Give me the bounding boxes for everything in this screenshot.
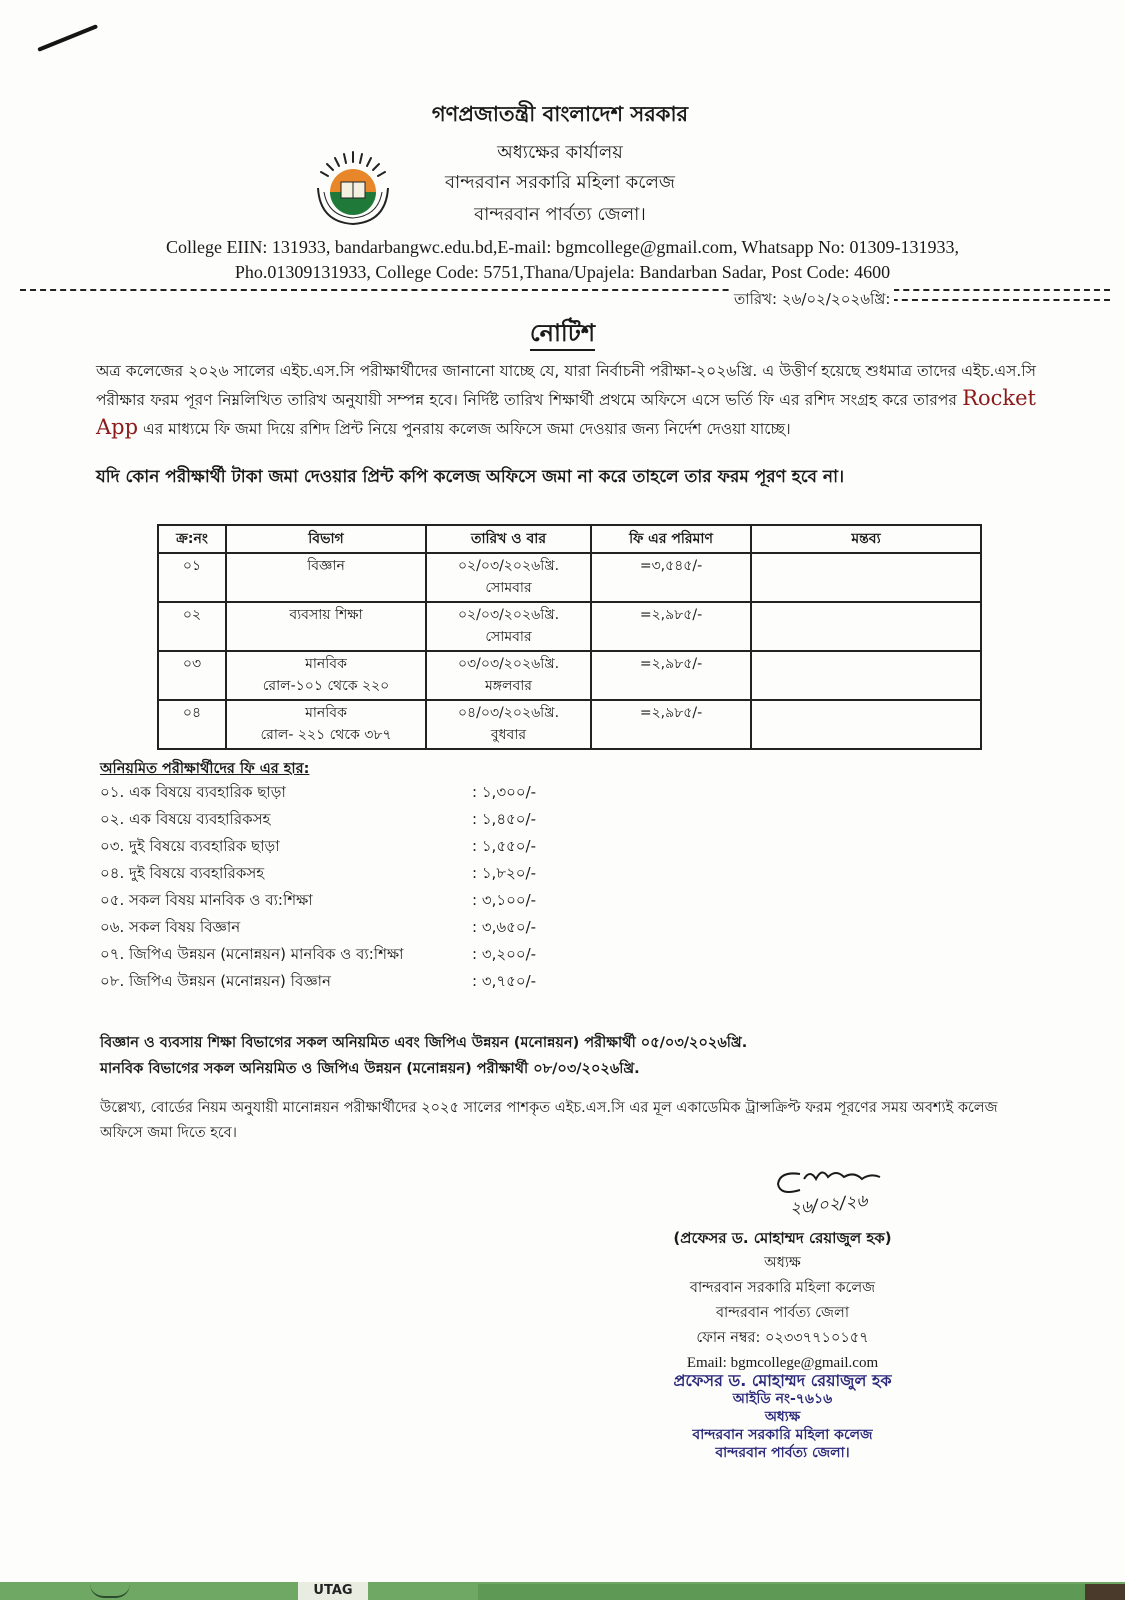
fee-value: : ৩,৬৫০/- — [472, 918, 537, 936]
background-surface — [1085, 1584, 1125, 1600]
department-cell — [226, 651, 426, 700]
remark-cell — [751, 602, 981, 651]
fee-value: : ৩,১০০/- — [472, 891, 537, 909]
fee-value: : ১,৫৫০/- — [472, 837, 537, 855]
college-emblem-icon — [308, 148, 398, 228]
fee-label: ০৭. জিপিএ উন্নয়ন (মনোন্নয়ন) মানবিক ও ব্য:শিক্ষা — [100, 945, 404, 963]
date-value: ০৪/০৩/২০২৬খ্রি. — [457, 705, 560, 721]
seal-name: প্রফেসর ড. মোহাম্মদ রেয়াজুল হক — [673, 1371, 892, 1390]
list-item — [100, 861, 560, 888]
serial-cell: ০১ — [158, 553, 226, 602]
signatory-designation: অধ্যক্ষ — [764, 1255, 801, 1271]
col-header-department: বিভাগ — [226, 525, 426, 553]
fee-value: : ৩,২০০/- — [472, 945, 537, 963]
schedule-line-humanities: মানবিক বিভাগের সকল অনিয়মিত ও জিপিএ উন্নয়ন (মনোন্নয়ন) পরীক্ষার্থী ০৮/০৩/২০২৬খ্রি. — [100, 1061, 640, 1077]
government-title: গণপ্রজাতন্ত্রী বাংলাদেশ সরকার — [431, 102, 689, 126]
department-cell — [226, 700, 426, 749]
department-name: বিজ্ঞান — [307, 558, 345, 574]
list-item — [100, 780, 560, 807]
official-seal — [640, 1372, 925, 1462]
signature-date: ২৬/০২/২৬ — [788, 1190, 869, 1219]
signatory-name: (প্রফেসর ড. মোহাম্মদ রেয়াজুল হক) — [673, 1229, 892, 1247]
notice-title — [0, 315, 1125, 355]
fee-value: : ১,৮২০/- — [472, 864, 537, 882]
department-name: মানবিক — [305, 656, 347, 672]
schedule-notes — [100, 1030, 1040, 1082]
seal-id: আইডি নং-৭৬১৬ — [732, 1391, 833, 1407]
fee-label: ০২. এক বিষয়ে ব্যবহারিকসহ — [100, 810, 271, 828]
fee-label: ০৩. দুই বিষয়ে ব্যবহারিক ছাড়া — [100, 837, 280, 855]
fee-label: ০৪. দুই বিষয়ে ব্যবহারিকসহ — [100, 864, 265, 882]
list-item — [100, 834, 560, 861]
contact-line-1: College EIIN: 131933, bandarbangwc.edu.bd,E-mail: bgmcollege@gmail.com, Whatsapp No: 01309-131933, — [165, 237, 960, 257]
date-value: ০২/০৩/২০২৬খ্রি. — [457, 607, 560, 623]
col-header-fee: ফি এর পরিমাণ — [591, 525, 751, 553]
office-title: অধ্যক্ষের কার্যালয় — [497, 142, 623, 163]
table-header-row — [158, 525, 981, 553]
signatory-phone: ফোন নম্বর: ০২৩৩৭৭১০১৫৭ — [696, 1330, 869, 1346]
fee-value: : ১,৪৫০/- — [472, 810, 537, 828]
rocket-app-text: Rocket App — [96, 386, 1036, 439]
signatory-block — [640, 1226, 925, 1376]
signatory-email: Email: bgmcollege@gmail.com — [686, 1355, 879, 1371]
background-surface — [478, 1584, 1125, 1600]
fee-label: ০৮. জিপিএ উন্নয়ন (মনোন্নয়ন) বিজ্ঞান — [100, 972, 331, 990]
fee-cell: =৩,৫৪৫/- — [591, 553, 751, 602]
seal-designation: অধ্যক্ষ — [764, 1409, 801, 1425]
fee-value: : ১,৩০০/- — [472, 783, 537, 801]
remark-cell — [751, 651, 981, 700]
fee-cell: =২,৯৮৫/- — [591, 651, 751, 700]
transcript-note: উল্লেখ্য, বোর্ডের নিয়ম অনুযায়ী মানোন্নয়ন পরীক্ষার্থীদের ২০২৫ সালের পাশকৃত এইচ.এস.সি এর মূল একাডেমিক ট্রান্সক্রিপ্ট ফরম পূরণের সময় অবশ্যই কলেজ অফিসে জমা দিতে হবে। — [100, 1100, 998, 1141]
table-row — [158, 700, 981, 749]
paragraph-part-2: এর মাধ্যমে ফি জমা দিয়ে রশিদ প্রিন্ট নিয়ে পুনরায় কলেজ অফিসে জমা দেওয়ার জন্য নির্দেশ দেওয়া যাচ্ছে। — [138, 420, 791, 438]
signatory-district: বান্দরবান পার্বত্য জেলা — [715, 1305, 850, 1321]
irregular-fees-title: অনিয়মিত পরীক্ষার্থীদের ফি এর হার: — [100, 761, 310, 777]
warning-text: যদি কোন পরীক্ষার্থী টাকা জমা দেওয়ার প্রিন্ট কপি কলেজ অফিসে জমা না করে তাহলে তার ফরম পূরণ হবে না। — [96, 467, 845, 487]
date-cell — [426, 602, 591, 651]
divider — [20, 289, 1110, 291]
day-value: মঙ্গলবার — [484, 678, 533, 694]
notice-paragraph — [96, 358, 1036, 443]
department-sub: রোল- ২২১ থেকে ৩৮৭ — [260, 727, 392, 743]
date-cell — [426, 700, 591, 749]
department-cell — [226, 602, 426, 651]
district-name: বান্দরবান পার্বত্য জেলা। — [474, 204, 646, 225]
fee-label: ০১. এক বিষয়ে ব্যবহারিক ছাড়া — [100, 783, 286, 801]
table-row — [158, 602, 981, 651]
date-value: ০৩/০৩/২০২৬খ্রি. — [457, 656, 560, 672]
fee-schedule-table — [157, 524, 982, 750]
irregular-fees-list — [100, 780, 560, 996]
list-item — [100, 969, 560, 996]
paragraph-part-1: অত্র কলেজের ২০২৬ সালের এইচ.এস.সি পরীক্ষার্থীদের জানানো যাচ্ছে যে, যারা নির্বাচনী পরীক্ষা-২০২৬খ্রি. এ উত্তীর্ণ হয়েছে শুধমাত্র তাদের এইচ.এস.সি পরীক্ষার ফরম পূরণ নিম্নলিখিত তারিখ অনুযায়ী সম্পন্ন হবে। নির্দিষ্ট তারিখ শিক্ষার্থী প্রথমে অফিসে এসে ভর্তি ফি এর রশিদ সংগ্রহ করে তারপর — [96, 362, 1036, 409]
remark-cell — [751, 700, 981, 749]
seal-college: বান্দরবান সরকারি মহিলা কলেজ — [692, 1427, 873, 1443]
serial-cell: ০৩ — [158, 651, 226, 700]
remark-cell — [751, 553, 981, 602]
table-row — [158, 651, 981, 700]
serial-cell: ০২ — [158, 602, 226, 651]
schedule-line-science-business: বিজ্ঞান ও ব্যবসায় শিক্ষা বিভাগের সকল অনিয়মিত এবং জিপিএ উন্নয়ন (মনোন্নয়ন) পরীক্ষার্থী ০৫/০৩/২০২৬খ্রি. — [100, 1035, 748, 1051]
pen-mark — [37, 24, 98, 52]
date-cell — [426, 553, 591, 602]
department-name: ব্যবসায় শিক্ষা — [289, 607, 363, 623]
col-header-remarks: মন্তব্য — [751, 525, 981, 553]
list-item — [100, 807, 560, 834]
fee-cell: =২,৯৮৫/- — [591, 700, 751, 749]
fee-cell: =২,৯৮৫/- — [591, 602, 751, 651]
day-value: সোমবার — [485, 629, 532, 645]
list-item — [100, 915, 560, 942]
list-item — [100, 942, 560, 969]
department-cell — [226, 553, 426, 602]
fee-label: ০৬. সকল বিষয় বিজ্ঞান — [100, 918, 241, 936]
day-value: বুধবার — [490, 727, 527, 743]
department-sub: রোল-১০১ থেকে ২২০ — [262, 678, 390, 694]
fee-value: : ৩,৭৫০/- — [472, 972, 537, 990]
department-name: মানবিক — [305, 705, 347, 721]
date-value: ০২/০৩/২০২৬খ্রি. — [457, 558, 560, 574]
bottom-logo-text: UTAG — [298, 1582, 368, 1600]
date-cell — [426, 651, 591, 700]
fee-label: ০৫. সকল বিষয় মানবিক ও ব্য:শিক্ষা — [100, 891, 313, 909]
day-value: সোমবার — [485, 580, 532, 596]
serial-cell: ০৪ — [158, 700, 226, 749]
col-header-date: তারিখ ও বার — [426, 525, 591, 553]
notice-date: তারিখ: ২৬/০২/২০২৬খ্রি: — [730, 288, 894, 313]
seal-district: বান্দরবান পার্বত্য জেলা। — [715, 1445, 850, 1461]
contact-line-2: Pho.01309131933, College Code: 5751,Thana/Upajela: Bandarban Sadar, Post Code: 4600 — [234, 262, 891, 282]
table-row — [158, 553, 981, 602]
college-name: বান্দরবান সরকারি মহিলা কলেজ — [445, 172, 675, 193]
col-header-serial: ক্র:নং — [158, 525, 226, 553]
signatory-college: বান্দরবান সরকারি মহিলা কলেজ — [689, 1280, 876, 1296]
list-item — [100, 888, 560, 915]
notice-title-text: নোটিশ — [530, 319, 595, 351]
